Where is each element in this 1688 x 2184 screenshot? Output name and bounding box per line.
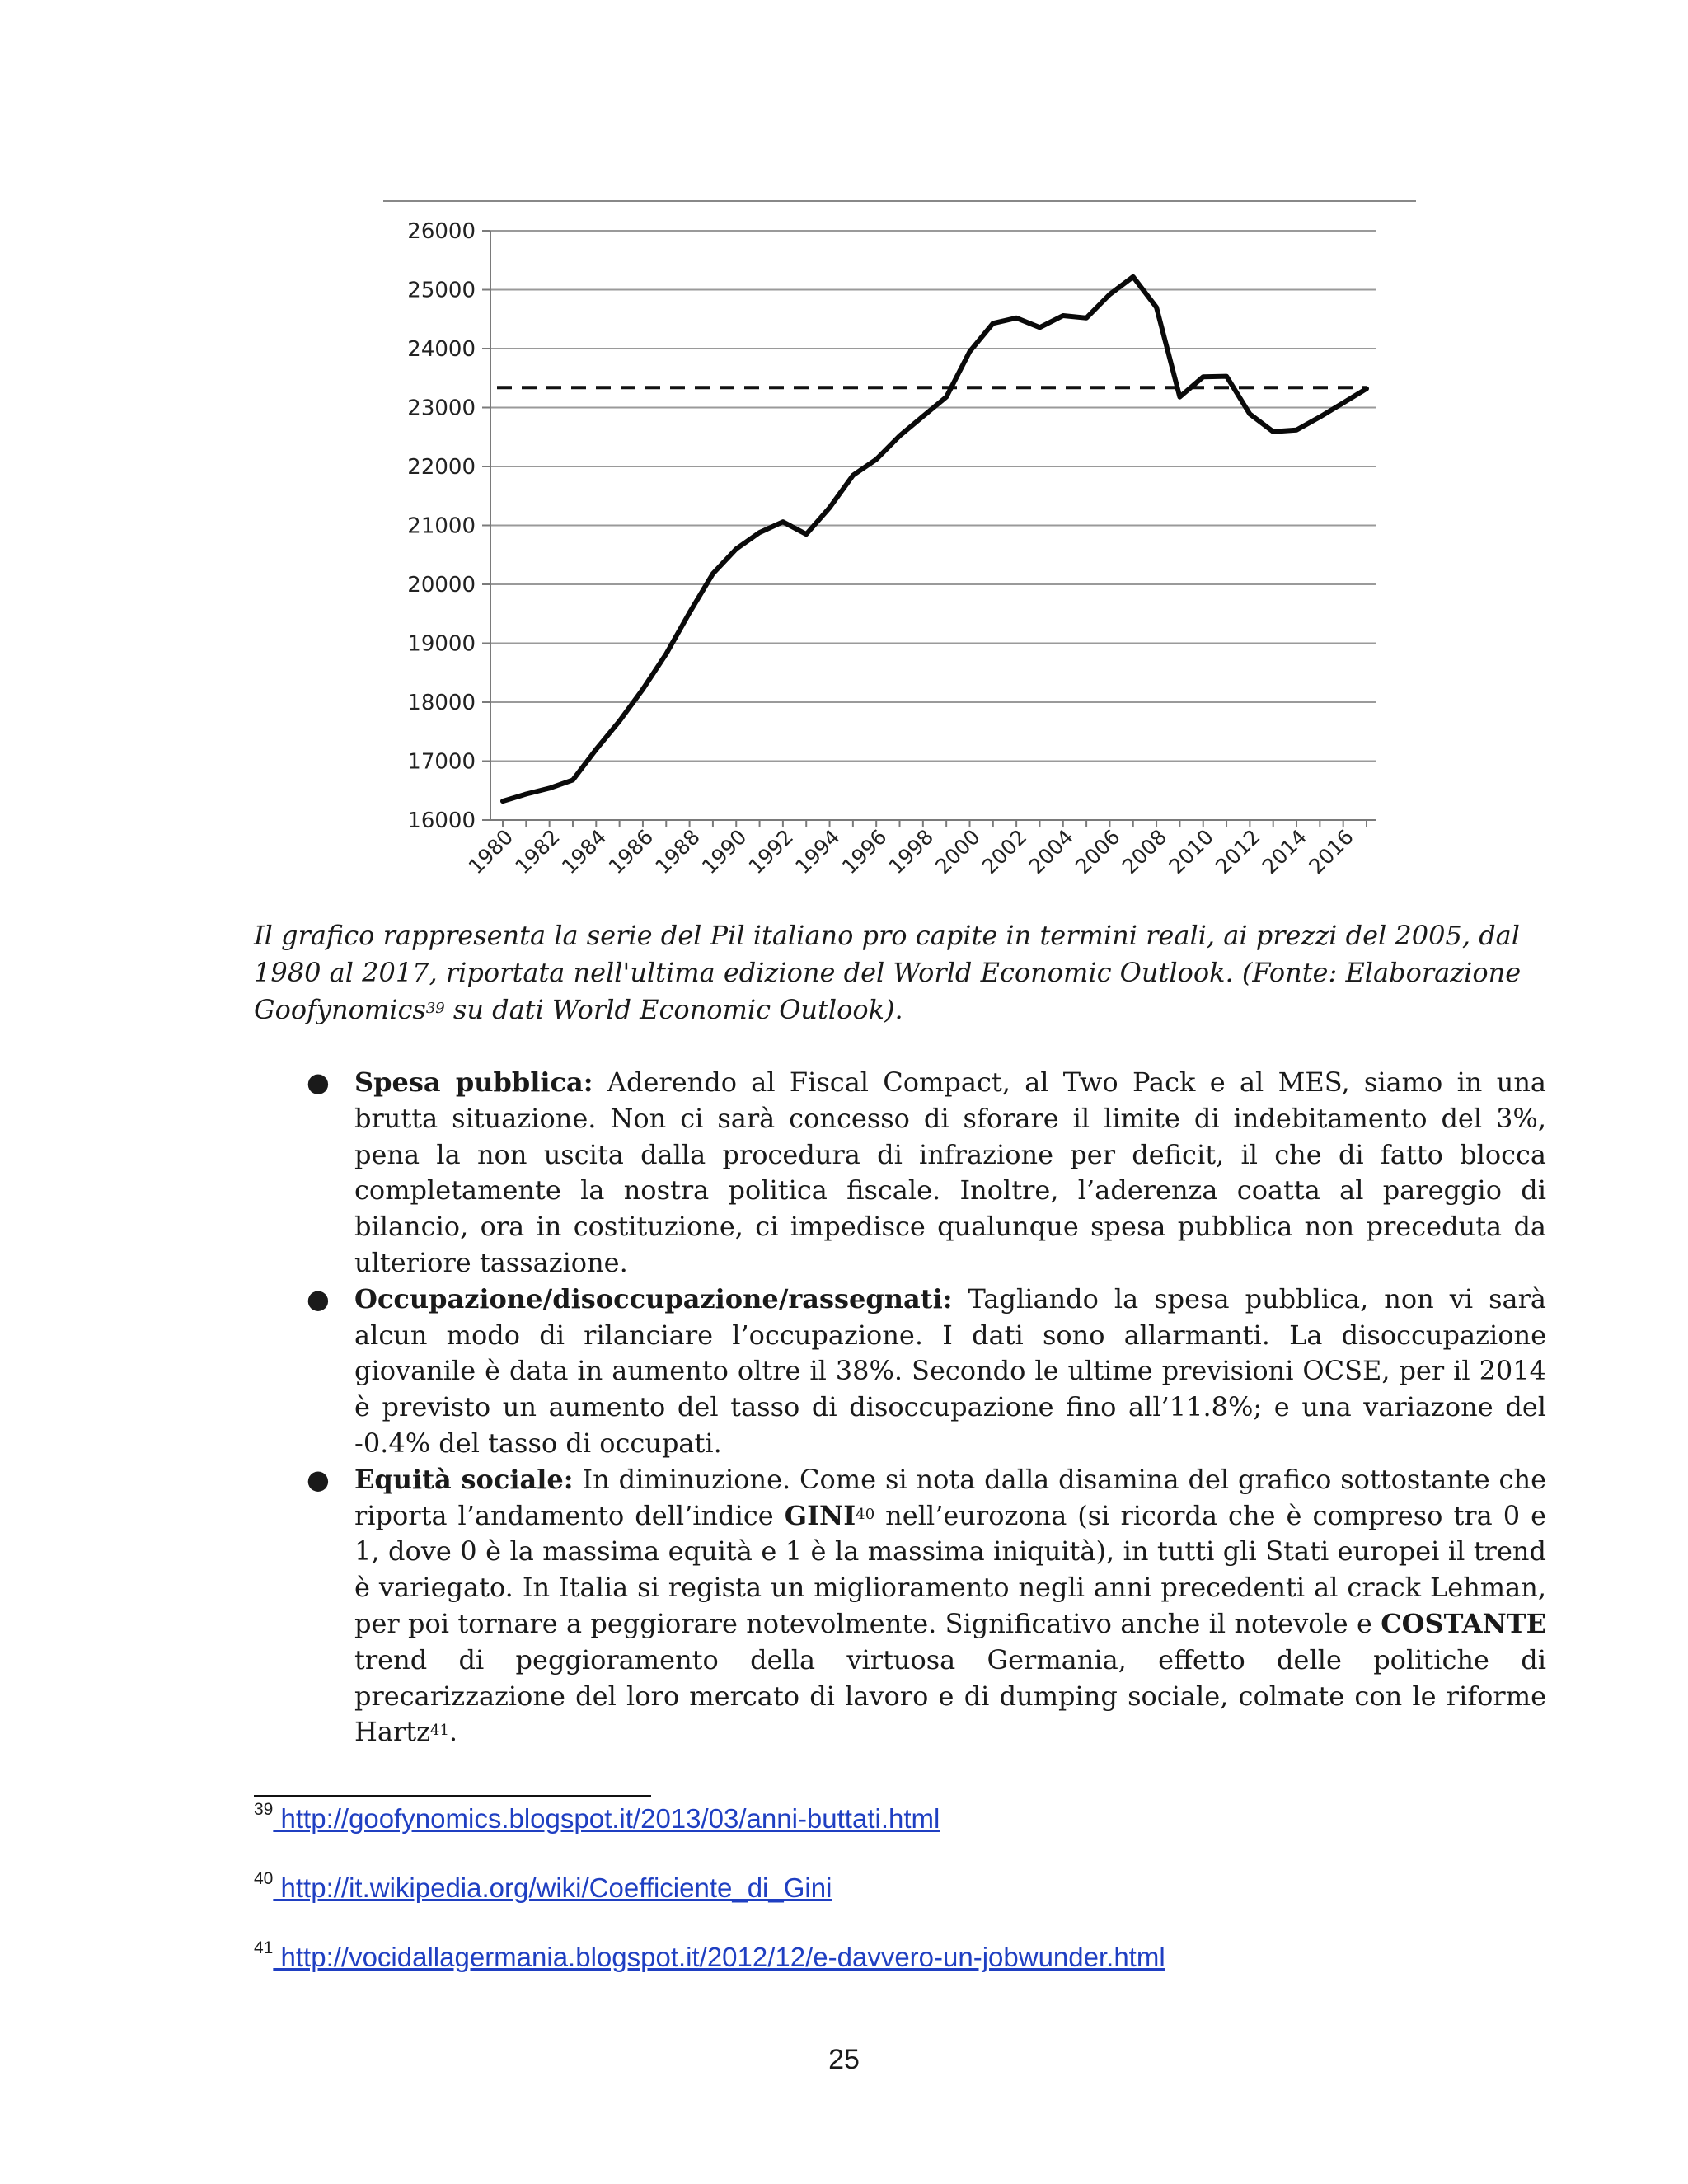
y-tick-label: 18000 [407, 691, 476, 715]
footnote-link[interactable]: http://it.wikipedia.org/wiki/Coefficiente_di_Gini [273, 1872, 832, 1903]
bullet-dot: ● [307, 1463, 330, 1495]
caption-footnote-ref: 39 [425, 1000, 445, 1017]
bullet-occupazione [254, 1282, 1546, 1462]
costante-term: COSTANTE [1381, 1607, 1546, 1639]
bullet-text: In diminuzione. Come si nota dalla disamina del grafico sottostante che riporta l’andamento dell’indice [354, 1463, 1547, 1531]
y-tick-label: 26000 [407, 219, 476, 244]
x-axis-ticks [464, 820, 1367, 879]
x-tick-label: 1980 [463, 824, 518, 879]
footnote-39 [254, 1800, 940, 1835]
x-tick-label: 1982 [510, 824, 565, 879]
x-tick-label: 1992 [743, 824, 799, 879]
y-tick-label: 23000 [407, 396, 476, 421]
bullet-text: . [448, 1716, 458, 1748]
x-tick-label: 2016 [1304, 824, 1358, 879]
bullet-equita-sociale [254, 1462, 1546, 1750]
bullet-dot: ● [307, 1282, 330, 1315]
bullet-list [254, 1065, 1546, 1750]
footnote-number: 39 [254, 1800, 274, 1819]
page-number: 25 [828, 2044, 860, 2075]
bullet-dot: ● [307, 1066, 330, 1098]
chart-grid [490, 231, 1376, 820]
gini-term: GINI [784, 1499, 856, 1531]
y-tick-label: 21000 [407, 513, 476, 539]
bullet-text: trend di peggioramento della virtuosa Germania, effetto delle politiche di precarizzazione del loro mercato di lavoro e di dumping sociale, colmate con le riforme Hartz [354, 1643, 1546, 1748]
x-tick-label: 2012 [1211, 824, 1265, 879]
x-tick-label: 1994 [790, 824, 845, 879]
gdp-line-chart [363, 185, 1434, 902]
x-tick-label: 1984 [557, 824, 612, 879]
bullet-title: Spesa pubblica: [354, 1066, 593, 1098]
y-tick-label: 19000 [407, 631, 476, 657]
footnote-number: 40 [254, 1869, 274, 1888]
footnote-link[interactable]: http://vocidallagermania.blogspot.it/2012/12/e-davvero-un-jobwunder.html [273, 1942, 1165, 1972]
bullet-spesa-pubblica [254, 1065, 1546, 1282]
x-tick-label: 2004 [1024, 824, 1079, 879]
y-tick-label: 20000 [407, 573, 476, 598]
x-tick-label: 2014 [1257, 824, 1312, 879]
caption-text: Il grafico rappresenta la serie del Pil italiano pro capite in termini reali, ai prezzi del 2005, dal 1980 al 2017, riportata nell'ultima edizione del World Economic Outlook. (Fonte: Elaborazione Goofynomics [254, 920, 1522, 1025]
y-axis-ticks [407, 219, 490, 833]
x-tick-label: 2000 [931, 824, 985, 879]
footnote-separator [254, 1795, 651, 1797]
footnote-40 [254, 1869, 832, 1904]
x-tick-label: 2002 [977, 824, 1032, 879]
y-tick-label: 24000 [407, 337, 476, 362]
y-tick-label: 17000 [407, 749, 476, 775]
x-tick-label: 1988 [650, 824, 705, 879]
caption-text-end: su dati World Economic Outlook). [444, 994, 903, 1025]
hartz-footnote-ref: 41 [430, 1722, 449, 1740]
bullet-title: Equità sociale: [354, 1463, 574, 1495]
chart-caption [254, 917, 1546, 1029]
x-tick-label: 1986 [603, 824, 659, 879]
footnote-number: 41 [254, 1938, 274, 1957]
y-tick-label: 16000 [407, 808, 476, 833]
x-tick-label: 1996 [837, 824, 892, 879]
bullet-title: Occupazione/disoccupazione/rassegnati: [354, 1282, 953, 1315]
gini-footnote-ref: 40 [856, 1505, 875, 1523]
footnote-41 [254, 1938, 1165, 1973]
footnote-link[interactable]: http://goofynomics.blogspot.it/2013/03/anni-buttati.html [273, 1803, 940, 1834]
x-tick-label: 2008 [1117, 824, 1172, 879]
bullet-text: Aderendo al Fiscal Compact, al Two Pack e al MES, siamo in una brutta situazione. Non ci sarà concesso di sforare il limite di indebitamento del 3%, pena la non uscita dalla procedura di infrazione per deficit, il che di fatto blocca completamente la nostra politica fiscale. Inoltre, l’aderenza coatta al pareggio di bilancio, ora in costituzione, ci impedisce qualunque spesa pubblica non preceduta da ulteriore tassazione. [354, 1066, 1547, 1278]
y-tick-label: 25000 [407, 278, 476, 303]
y-tick-label: 22000 [407, 455, 476, 480]
x-tick-label: 2006 [1071, 824, 1125, 879]
gdp-series-line [503, 277, 1367, 801]
bullet-text: Tagliando la spesa pubblica, non vi sarà alcun modo di rilanciare l’occupazione. I dati sono allarmanti. La disoccupazione giovanile è data in aumento oltre il 38%. Secondo le ultime previsioni OCSE, per il 2014 è previsto un aumento del tasso di disoccupazione fino all’11.8%; e una variazone del -0.4% del tasso di occupati. [354, 1282, 1546, 1459]
x-tick-label: 1990 [696, 824, 752, 879]
x-tick-label: 2010 [1164, 824, 1218, 879]
x-tick-label: 1998 [884, 824, 939, 879]
bullet-text: nell’eurozona (si ricorda che è compreso tra 0 e 1, dove 0 è la massima equità e 1 è la massima iniquità), in tutti gli Stati europei il trend è variegato. In Italia si regista un miglioramento negli anni precedenti al crack Lehman, per poi tornare a peggiorare notevolmente. Significativo anche il notevole e [354, 1499, 1547, 1639]
